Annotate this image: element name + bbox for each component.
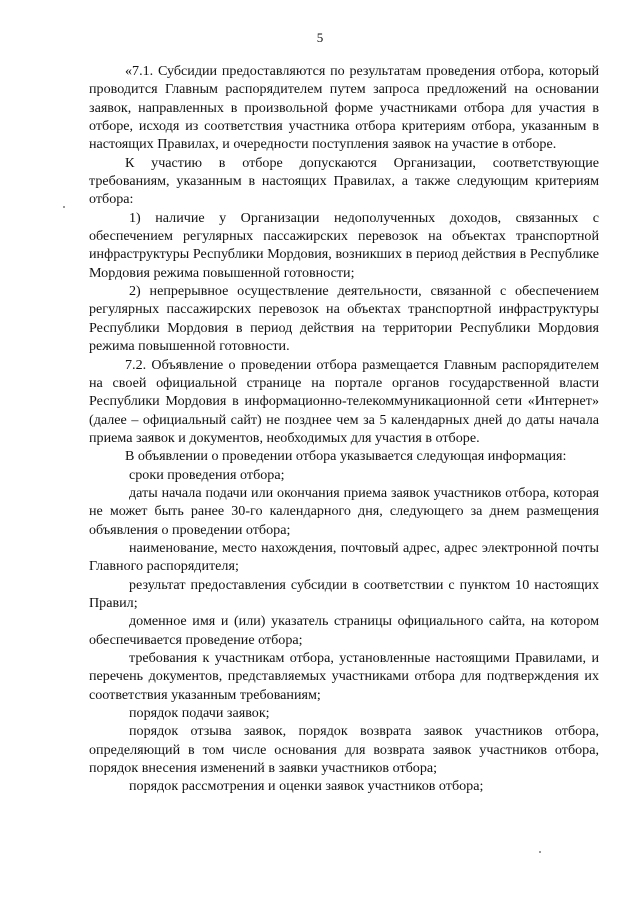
page-number: 5: [316, 30, 324, 45]
info-item-terms: сроки проведения отбора;: [129, 466, 285, 483]
criterion-2: 2) непрерывное осуществление деятельности, связанной с обеспечением регулярных пассажирских перевозок на объектах транспортной инфраструктуры Республики Мордовия в период действия на территории Республики Мордовия режима повышенной готовности.: [89, 283, 599, 355]
scan-speck: [63, 206, 65, 208]
paragraph-7-2: 7.2. Объявление о проведении отбора размещается Главным распорядителем на своей официальной странице на портале органов государственной власти Республики Мордовия в информационно-телекоммуникационной сети «Интернет» (далее – официальный сайт) не позднее чем за 5 календарных дней до даты начала приема заявок и документов, необходимых для участия в отборе.: [89, 356, 599, 446]
info-item-name-address: наименование, место нахождения, почтовый адрес, адрес электронной почты Главного распорядителя;: [89, 539, 599, 575]
paragraph-7-1: «7.1. Субсидии предоставляются по результатам проведения отбора, который проводится Главным распорядителем путем запроса предложений на основании заявок, направленных в произвольной форме участниками отбора для участия в отборе, исходя из соответствия участника отбора критериям отбора, указанным в настоящих Правилах, и очередности поступления заявок на участие в отборе.: [89, 63, 599, 153]
criterion-1: 1) наличие у Организации недополученных доходов, связанных с обеспечением регулярных пассажирских перевозок на объектах транспортной инфраструктуры Республики Мордовия, возникших в период действия в Республике Мордовия режима повышенной готовности;: [89, 209, 599, 281]
info-item-requirements: требования к участникам отбора, установленные настоящими Правилами, и перечень документов, представляемых участниками отбора для подтверждения их соответствия указанным требованиям;: [89, 650, 599, 703]
paragraph-announcement-info: В объявлении о проведении отбора указывается следующая информация:: [125, 448, 567, 465]
info-item-withdrawal-order: порядок отзыва заявок, порядок возврата заявок участников отбора, определяющий в том числе основания для возврата заявок участников отбора, порядок внесения изменений в заявки участников отбора;: [89, 723, 599, 777]
scan-speck: [539, 851, 541, 853]
info-item-dates: даты начала подачи или окончания приема заявок участников отбора, которая не может быть ранее 30-го календарного дня, следующего за днем размещения объявления о проведении отбора;: [89, 484, 599, 538]
info-item-result: результат предоставления субсидии в соответствии с пунктом 10 настоящих Правил;: [89, 576, 599, 611]
info-item-review-order: порядок рассмотрения и оценки заявок участников отбора;: [129, 778, 484, 795]
info-item-submission-order: порядок подачи заявок;: [129, 705, 270, 722]
document-body: [89, 62, 599, 796]
info-item-domain: доменное имя и (или) указатель страницы официального сайта, на котором обеспечивается проведение отбора;: [89, 613, 599, 648]
paragraph-admission-criteria: К участию в отборе допускаются Организации, соответствующие требованиям, указанным в настоящих Правилах, а также следующим критериям отбора:: [89, 154, 599, 208]
